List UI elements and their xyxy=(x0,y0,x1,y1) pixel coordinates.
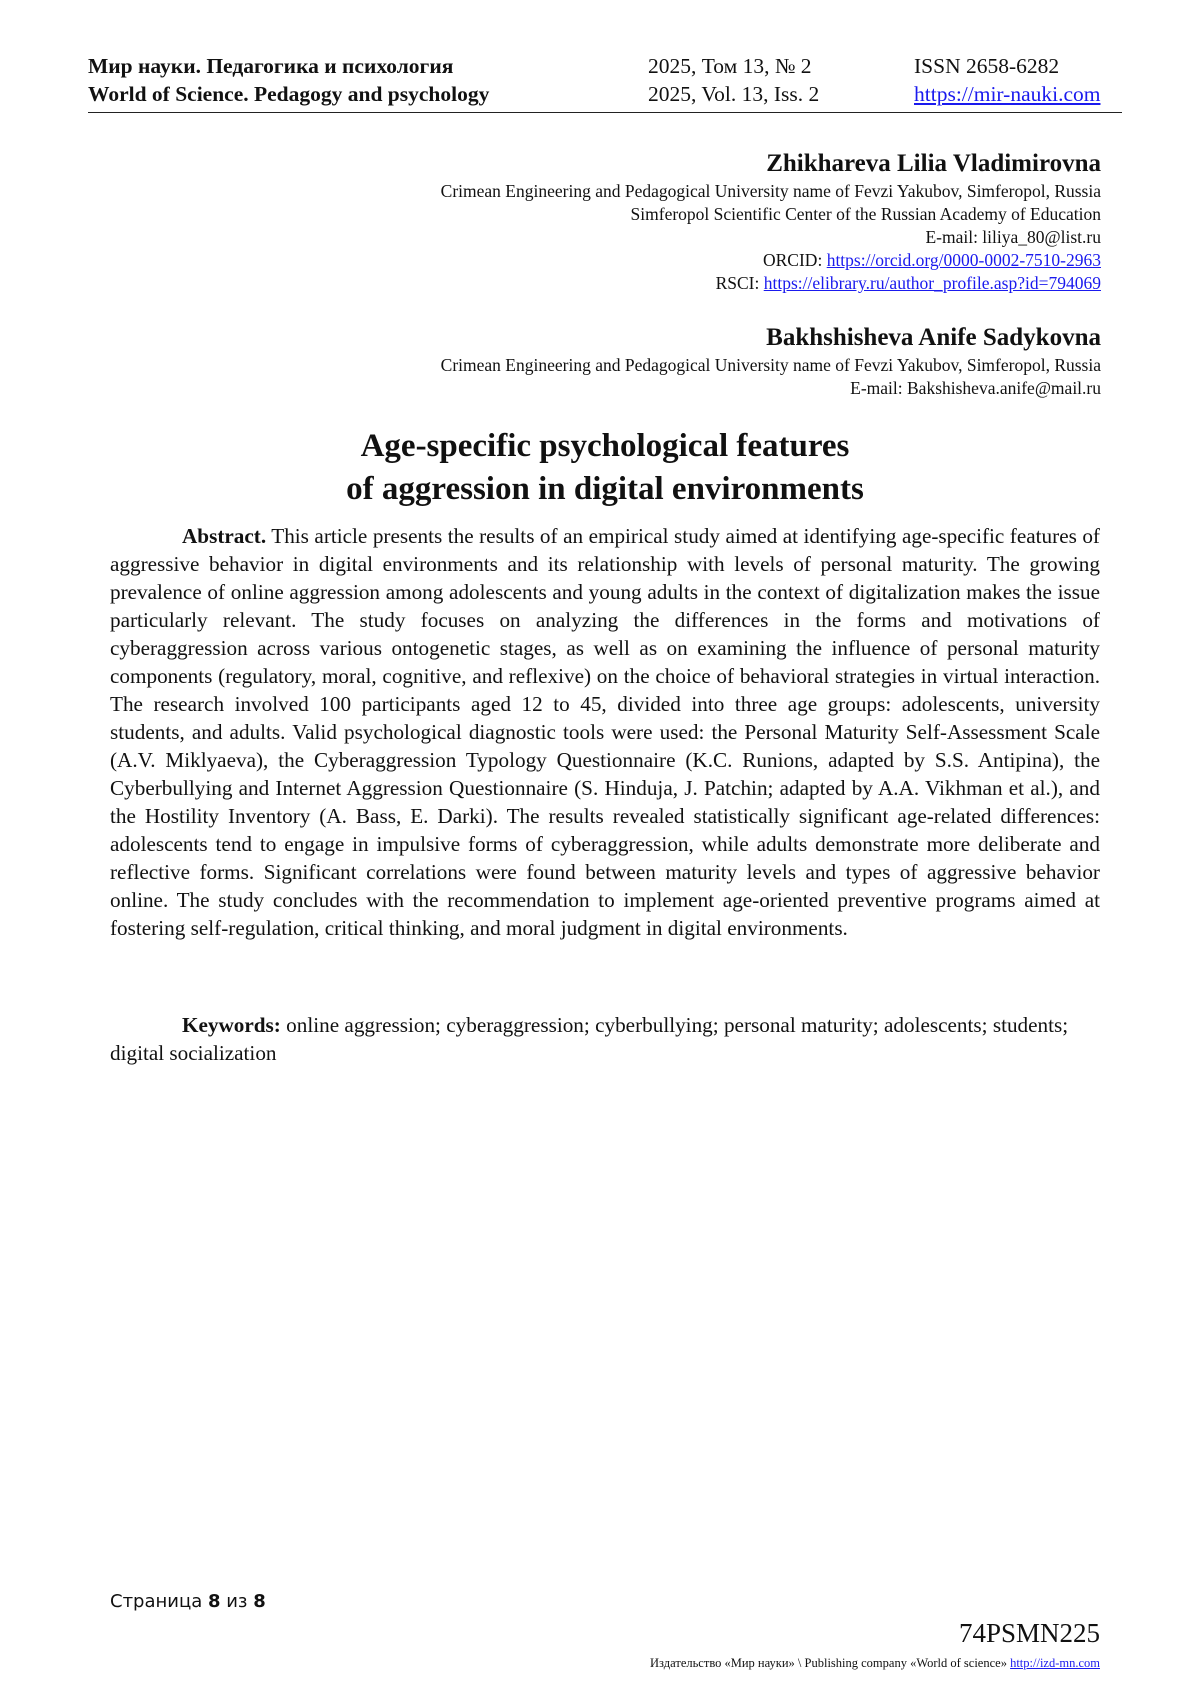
publisher-link[interactable]: http://izd-mn.com xyxy=(1010,1656,1100,1670)
page-number xyxy=(110,1591,266,1612)
author-2 xyxy=(441,322,1101,400)
author-rsci xyxy=(441,272,1101,295)
publisher-text: Издательство «Мир науки» \ Publishing company «World of science» xyxy=(650,1656,1011,1670)
issue-block xyxy=(648,52,819,108)
article-title xyxy=(110,425,1100,511)
author-email: E-mail: liliya_80@list.ru xyxy=(925,227,1101,247)
keywords xyxy=(110,1011,1100,1067)
author-affiliation: Simferopol Scientific Center of the Russian Academy of Education xyxy=(630,204,1101,224)
issn: ISSN 2658-6282 xyxy=(914,54,1060,78)
page-prefix: Страница xyxy=(110,1591,208,1612)
author-email: E-mail: Bakshisheva.anife@mail.ru xyxy=(850,378,1101,398)
rsci-link[interactable]: https://elibrary.ru/author_profile.asp?id=794069 xyxy=(763,273,1101,293)
page-total: 8 xyxy=(253,1591,266,1612)
journal-title-block xyxy=(88,52,489,108)
orcid-link[interactable]: https://orcid.org/0000-0002-7510-2963 xyxy=(826,250,1101,270)
abstract xyxy=(110,522,1100,942)
author-affiliation: Crimean Engineering and Pedagogical University name of Fevzi Yakubov, Simferopol, Russia xyxy=(440,355,1101,375)
journal-site-link[interactable]: https://mir-nauki.com xyxy=(914,82,1101,106)
article-title-line: of aggression in digital environments xyxy=(346,471,864,507)
author-name: Zhikhareva Lilia Vladimirovna xyxy=(766,150,1101,177)
abstract-label: Abstract. xyxy=(182,524,267,548)
rsci-label: RSCI: xyxy=(715,273,764,293)
page-mid: из xyxy=(220,1591,254,1612)
author-name: Bakhshisheva Anife Sadykovna xyxy=(766,324,1101,351)
journal-header xyxy=(88,52,1122,113)
issue-ru: 2025, Том 13, № 2 xyxy=(648,54,812,78)
keywords-text: online aggression; cyberaggression; cyberbullying; personal maturity; adolescents; students; digital socialization xyxy=(110,1013,1069,1065)
article-title-line: Age-specific psychological features xyxy=(360,428,850,464)
article-code: 74PSMN225 xyxy=(958,1618,1100,1648)
issn-block xyxy=(914,52,1100,108)
journal-title-ru: Мир науки. Педагогика и психология xyxy=(88,54,454,78)
author-1 xyxy=(441,148,1101,295)
journal-title-en: World of Science. Pedagogy and psychology xyxy=(88,82,490,106)
publisher-line xyxy=(650,1656,1100,1671)
keywords-label: Keywords: xyxy=(182,1013,281,1037)
orcid-label: ORCID: xyxy=(763,250,827,270)
author-orcid xyxy=(441,249,1101,272)
issue-en: 2025, Vol. 13, Iss. 2 xyxy=(648,82,820,106)
author-affiliation: Crimean Engineering and Pedagogical University name of Fevzi Yakubov, Simferopol, Russia xyxy=(440,181,1101,201)
abstract-text: This article presents the results of an empirical study aimed at identifying age-specific features of aggressive behavior in digital environments and its relationship with levels of personal maturity. The growing prevalence of online aggression among adolescents and young adults in the context of digitalization makes the issue particularly relevant. The study focuses on analyzing the differences in the forms and motivations of cyberaggression across various ontogenetic stages, as well as on examining the influence of personal maturity components (regulatory, moral, cognitive, and reflexive) on the choice of behavioral strategies in virtual interaction. The research involved 100 participants aged 12 to 45, divided into three age groups: adolescents, university students, and adults. Valid psychological diagnostic tools were used: the Personal Maturity Self-Assessment Scale (A.V. Miklyaeva), the Cyberaggression Typology Questionnaire (K.C. Runions, adapted by S.S. Antipina), the Cyberbullying and Internet Aggression Questionnaire (S. Hinduja, J. Patchin; adapted by A.A. Vikhman et al.), and the Hostility Inventory (A. Bass, E. Darki). The results revealed statistically significant age-related differences: adolescents tend to engage in impulsive forms of cyberaggression, while adults demonstrate more deliberate and reflective forms. Significant correlations were found between maturity levels and types of aggressive behavior online. The study concludes with the recommendation to implement age-oriented preventive programs aimed at fostering self-regulation, critical thinking, and moral judgment in digital environments. xyxy=(110,524,1100,940)
page-current: 8 xyxy=(207,1591,221,1612)
